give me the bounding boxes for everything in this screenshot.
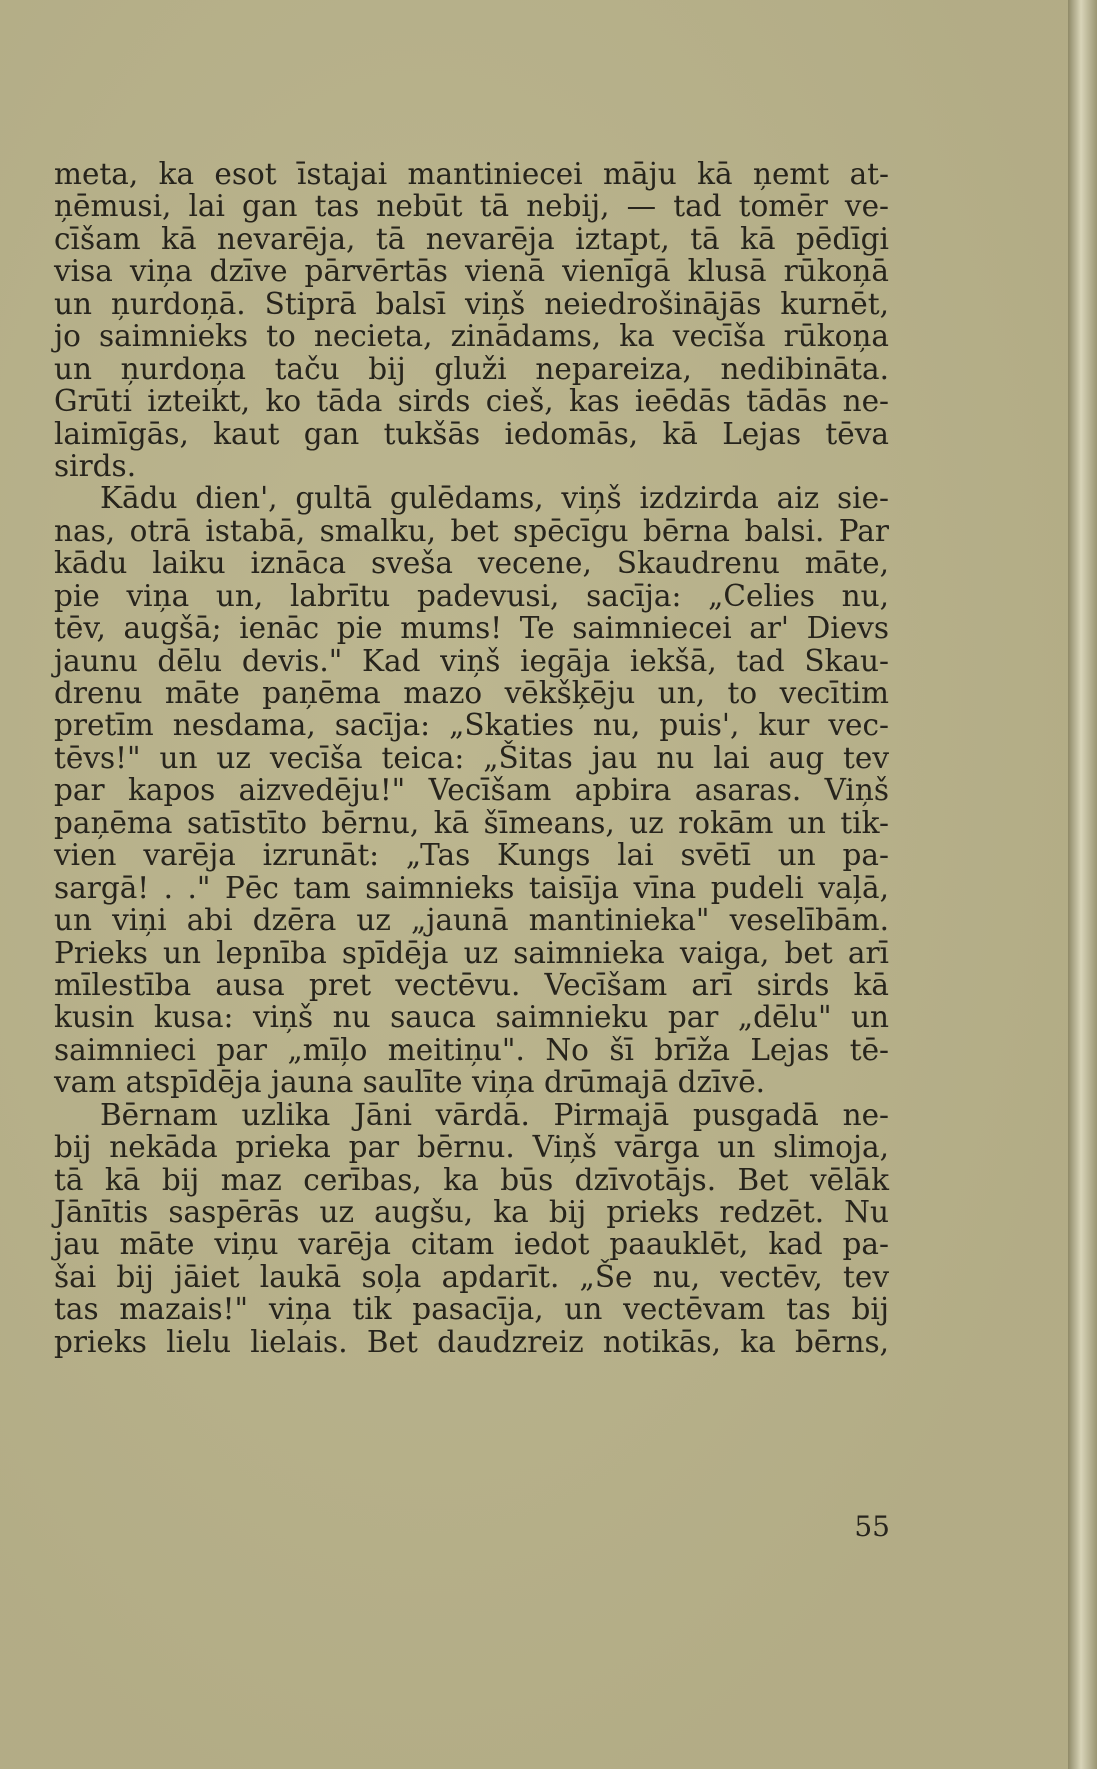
text-line: paņēma satīstīto bērnu, kā šīmeans, uz rokām un tik- <box>54 805 889 840</box>
text-line: prieks lielu lielais. Bet daudzreiz notikās, ka bērns, <box>54 1324 889 1359</box>
text-line: cīšam kā nevarēja, tā nevarēja iztapt, tā kā pēdīgi <box>54 221 889 256</box>
text-line: saimnieci par „mīļo meitiņu". No šī brīža Lejas tē- <box>54 1032 889 1067</box>
text-line: nas, otrā istabā, smalku, bet spēcīgu bērna balsi. Par <box>54 513 889 548</box>
text-line: vien varēja izrunāt: „Tas Kungs lai svētī un pa- <box>54 838 889 873</box>
text-line: Bērnam uzlika Jāni vārdā. Pirmajā pusgadā ne- <box>100 1097 889 1132</box>
text-line: kusin kusa: viņš nu sauca saimnieku par „dēlu" un <box>54 1000 889 1035</box>
text-line: meta, ka esot īstajai mantiniecei māju kā ņemt at- <box>54 157 889 191</box>
text-line: tēv, augšā; ienāc pie mums! Te saimniecei ar' Dievs <box>54 611 889 646</box>
text-line: laimīgās, kaut gan tukšās iedomās, kā Lejas tēva <box>54 416 889 451</box>
text-line: Grūti izteikt, ko tāda sirds cieš, kas ieēdās tādās ne- <box>54 384 889 419</box>
text-line: šai bij jāiet laukā soļa apdarīt. „Še nu, vectēv, tev <box>54 1259 889 1294</box>
text-line: pie viņa un, labrītu padevusi, sacīja: „Celies nu, <box>54 578 889 613</box>
text-line: bij nekāda prieka par bērnu. Viņš vārga un slimoja, <box>54 1130 889 1165</box>
text-line: par kapos aizvedēju!" Vecīšam apbira asaras. Viņš <box>54 773 889 808</box>
body-text <box>54 158 889 1358</box>
text-line: un ņurdoņā. Stiprā balsī viņš neiedrošinājās kurnēt, <box>54 286 889 321</box>
text-line: pretīm nesdama, sacīja: „Skaties nu, puis', kur vec- <box>54 708 889 743</box>
text-line: jo saimnieks to necieta, zinādams, ka vecīša rūkoņa <box>54 319 889 354</box>
text-line: sirds. <box>54 448 137 483</box>
text-line: jaunu dēlu devis." Kad viņš iegāja iekšā, tad Skau- <box>54 643 889 678</box>
text-line: tēvs!" un uz vecīša teica: „Šitas jau nu lai aug tev <box>54 740 889 775</box>
text-line: Prieks un lepnība spīdēja uz saimnieka vaiga, bet arī <box>54 935 889 970</box>
text-line: un viņi abi dzēra uz „jaunā mantinieka" veselībām. <box>54 903 889 938</box>
text-line: mīlestība ausa pret vectēvu. Vecīšam arī sirds kā <box>54 967 889 1002</box>
text-line: jau māte viņu varēja citam iedot paauklēt, kad pa- <box>54 1227 889 1262</box>
text-line: un ņurdoņa taču bij gluži nepareiza, nedibināta. <box>54 351 889 386</box>
text-line: Jānītis saspērās uz augšu, ka bij prieks redzēt. Nu <box>54 1195 889 1229</box>
text-line: ņēmusi, lai gan tas nebūt tā nebij, — tad tomēr ve- <box>54 189 889 224</box>
text-line: vam atspīdēja jauna saulīte viņa drūmajā dzīvē. <box>54 1065 766 1100</box>
text-line: drenu māte paņēma mazo vēkšķēju un, to vecītim <box>54 676 889 710</box>
text-line: sargā! . ." Pēc tam saimnieks taisīja vīna pudeli vaļā, <box>54 870 889 905</box>
text-line: kādu laiku iznāca sveša vecene, Skaudrenu māte, <box>54 546 889 581</box>
text-line: tas mazais!" viņa tik pasacīja, un vectēvam tas bij <box>54 1292 889 1327</box>
text-line: visa viņa dzīve pārvērtās vienā vienīgā klusā rūkoņā <box>54 254 889 289</box>
page-number: 55 <box>854 1510 890 1543</box>
text-line: tā kā bij maz cerības, ka būs dzīvotājs. Bet vēlāk <box>54 1162 889 1197</box>
page-edge <box>1068 0 1097 1769</box>
text-line: Kādu dien', gultā gulēdams, viņš izdzirda aiz sie- <box>100 481 889 516</box>
